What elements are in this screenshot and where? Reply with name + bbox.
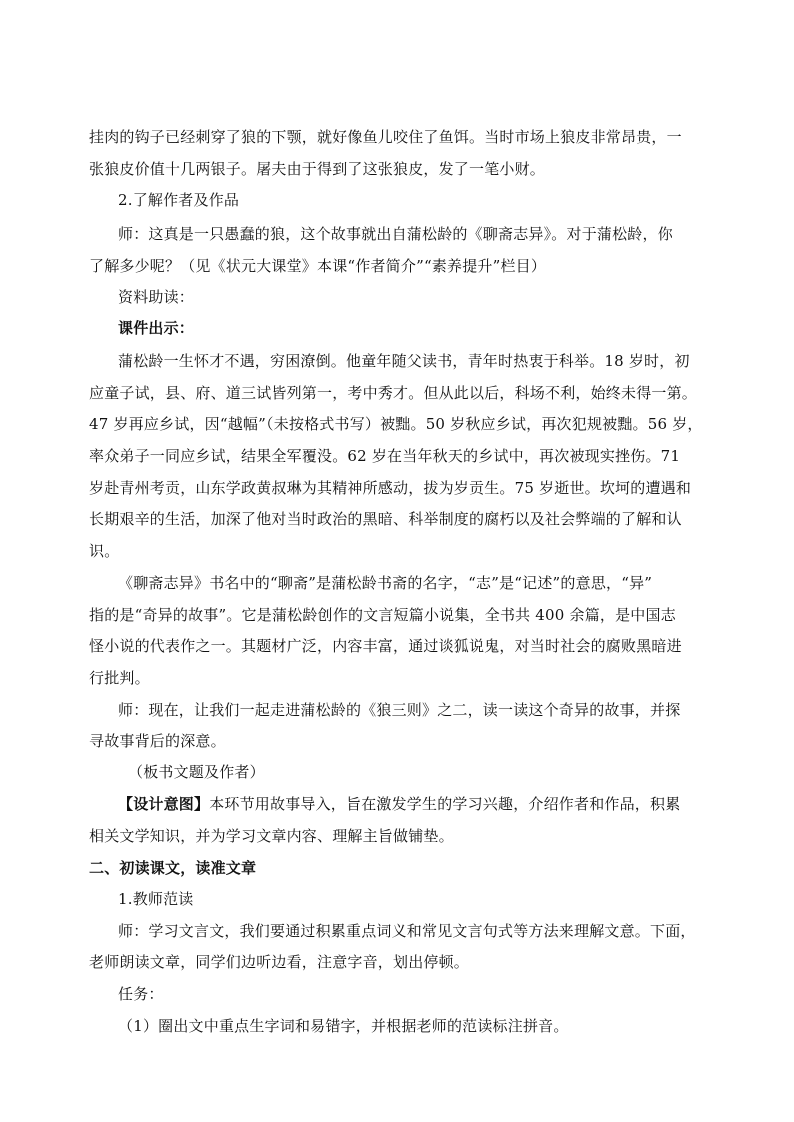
design-intent-label: 【设计意图】 bbox=[118, 795, 210, 813]
paragraph-line: 47 岁再应乡试，因“越幅”（未按格式书写）被黜。50 岁秋应乡试，再次犯规被黜。56 岁， bbox=[89, 415, 703, 433]
paragraph-line: 张狼皮价值十几两银子。屠夫由于得到了这张狼皮，发了一笔小财。 bbox=[89, 160, 546, 178]
paragraph-line: 相关文学知识，并为学习文章内容、理解主旨做铺垫。 bbox=[89, 827, 454, 845]
paragraph-line: 了解多少呢？（见《状元大课堂》本课“作者简介”“素养提升”栏目） bbox=[89, 257, 547, 275]
paragraph-line: 应童子试，县、府、道三试皆列第一，考中秀才。但从此以后，科场不利，始终未得一第。 bbox=[89, 384, 698, 402]
paragraph-line: 寻故事背后的深意。 bbox=[89, 732, 226, 750]
section-heading: 二、初读课文，读准文章 bbox=[89, 859, 257, 877]
paragraph-line: 长期艰辛的生活，加深了他对当时政治的黑暗、科举制度的腐朽以及社会弊端的了解和认 bbox=[89, 510, 682, 528]
paragraph-line: 资料助读： bbox=[118, 288, 195, 306]
paragraph-line: 挂肉的钩子已经刺穿了狼的下颚，就好像鱼儿咬住了鱼饵。当时市场上狼皮非常昂贵，一 bbox=[89, 128, 682, 146]
design-intent-text: 本环节用故事导入，旨在激发学生的学习兴趣，介绍作者和作品，积累 bbox=[209, 795, 681, 813]
paragraph-line: 识。 bbox=[89, 542, 120, 560]
design-intent-line bbox=[118, 794, 680, 814]
paragraph-line: 老师朗读文章，同学们边听边看，注意字音，划出停顿。 bbox=[89, 953, 470, 971]
paragraph-line: 行批判。 bbox=[89, 669, 150, 687]
board-note: （板书文题及作者） bbox=[128, 763, 265, 781]
courseware-label: 课件出示： bbox=[118, 319, 195, 337]
task-label: 任务： bbox=[118, 985, 164, 1003]
paragraph-line: 师：现在，让我们一起走进蒲松龄的《狼三则》之二，读一读这个奇异的故事，并探 bbox=[118, 701, 681, 719]
paragraph-line: 《聊斋志异》书名中的“聊斋”是蒲松龄书斋的名字，“志”是“记述”的意思，“异” bbox=[118, 574, 653, 592]
task-item: （1）圈出文中重点生字词和易错字，并根据老师的范读标注拼音。 bbox=[118, 1017, 569, 1035]
paragraph-line: 师：学习文言文，我们要通过积累重点词义和常见文言句式等方法来理解文意。下面， bbox=[118, 922, 696, 940]
paragraph-line: 岁赴青州考贡，山东学政黄叔琳为其精神所感动，拔为岁贡生。75 岁逝世。坎坷的遭遇和 bbox=[89, 479, 692, 497]
section-subheading: 1.教师范读 bbox=[118, 890, 194, 908]
section-subheading: 2.了解作者及作品 bbox=[118, 191, 240, 209]
paragraph-line: 指的是“奇异的故事”。它是蒲松龄创作的文言短篇小说集，全书共 400 余篇，是中国志 bbox=[89, 606, 676, 624]
paragraph-line: 蒲松龄一生怀才不遇，穷困潦倒。他童年随父读书，青年时热衷于科举。18 岁时，初 bbox=[118, 352, 690, 370]
paragraph-line: 怪小说的代表作之一。其题材广泛，内容丰富，通过谈狐说鬼，对当时社会的腐败黑暗进 bbox=[89, 637, 682, 655]
paragraph-line: 师：这真是一只愚蠢的狼，这个故事就出自蒲松龄的《聊斋志异》。对于蒲松龄，你 bbox=[118, 225, 673, 243]
paragraph-line: 率众弟子一同应乡试，结果全军覆没。62 岁在当年秋天的乡试中，再次被现实挫伤。71 bbox=[89, 447, 681, 465]
